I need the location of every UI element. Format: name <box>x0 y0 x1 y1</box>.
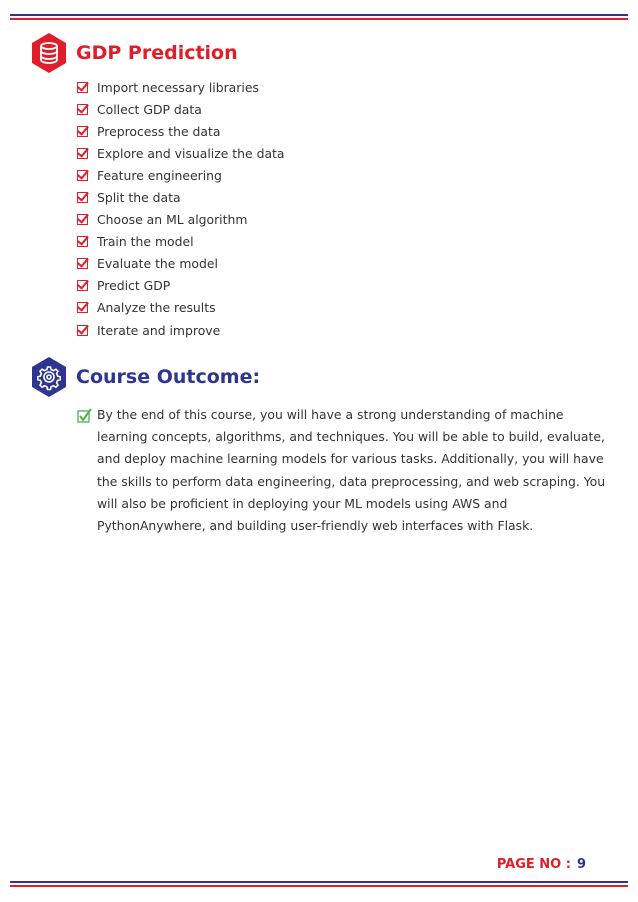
checklist-item <box>77 231 618 253</box>
checkbox-checked-icon <box>77 236 88 247</box>
gdp-section <box>30 32 618 341</box>
checklist-item <box>77 275 618 297</box>
outcome-item <box>77 404 618 537</box>
checklist-item-label: Split the data <box>97 190 181 206</box>
checklist-item <box>77 253 618 275</box>
gdp-checklist <box>77 76 618 341</box>
checklist-item <box>77 319 618 341</box>
checklist-item <box>77 297 618 319</box>
checklist-item <box>77 120 618 142</box>
checklist-item <box>77 186 618 208</box>
page-number-label: PAGE NO : <box>496 857 571 872</box>
checklist-item <box>77 76 618 98</box>
checklist-item-label: Collect GDP data <box>97 101 202 117</box>
gdp-section-title: GDP Prediction <box>76 42 238 64</box>
database-icon <box>30 32 68 74</box>
checklist-item-label: Import necessary libraries <box>97 79 259 95</box>
checklist-item-label: Preprocess the data <box>97 123 221 139</box>
outcome-text: By the end of this course, you will have a strong understanding of machine learning concepts, algorithms, and techniques. You will be able to build, evaluate, and deploy machine learning models for various tasks. Additionally, you will have the skills to perform data engineering, data preprocessing, and web scraping. You will also be proficient in deploying your ML models using AWS and PythonAnywhere, and building user-friendly web interfaces with Flask. <box>97 407 606 534</box>
checkbox-checked-icon <box>77 148 88 159</box>
checklist-item-label: Evaluate the model <box>97 256 218 272</box>
checklist-item <box>77 164 618 186</box>
checklist-item-label: Train the model <box>97 234 194 250</box>
checkbox-checked-icon <box>77 214 88 225</box>
checklist-item-label: Choose an ML algorithm <box>97 212 248 228</box>
checklist-item-label: Feature engineering <box>97 167 222 183</box>
checkbox-checked-icon <box>77 280 88 291</box>
gear-icon <box>30 356 68 398</box>
checkbox-checked-icon <box>77 192 88 203</box>
page-number-value: 9 <box>576 857 586 872</box>
checklist-item-label: Explore and visualize the data <box>97 145 285 161</box>
checkbox-checked-icon <box>77 325 88 336</box>
bottom-rule <box>10 881 628 887</box>
page-number <box>497 857 586 872</box>
checklist-item-label: Predict GDP <box>97 278 171 294</box>
green-check-icon <box>77 408 93 424</box>
checkbox-checked-icon <box>77 258 88 269</box>
checklist-item-label: Iterate and improve <box>97 322 221 338</box>
checklist-item <box>77 142 618 164</box>
checklist-item-label: Analyze the results <box>97 300 216 316</box>
outcome-section-title: Course Outcome: <box>76 366 261 388</box>
gdp-section-header <box>30 32 618 74</box>
outcome-section-header <box>30 356 618 398</box>
outcome-section <box>30 356 618 537</box>
checkbox-checked-icon <box>77 126 88 137</box>
checkbox-checked-icon <box>77 82 88 93</box>
top-rule <box>10 14 628 20</box>
checklist-item <box>77 98 618 120</box>
checkbox-checked-icon <box>77 170 88 181</box>
checklist-item <box>77 209 618 231</box>
checkbox-checked-icon <box>77 104 88 115</box>
checkbox-checked-icon <box>77 302 88 313</box>
